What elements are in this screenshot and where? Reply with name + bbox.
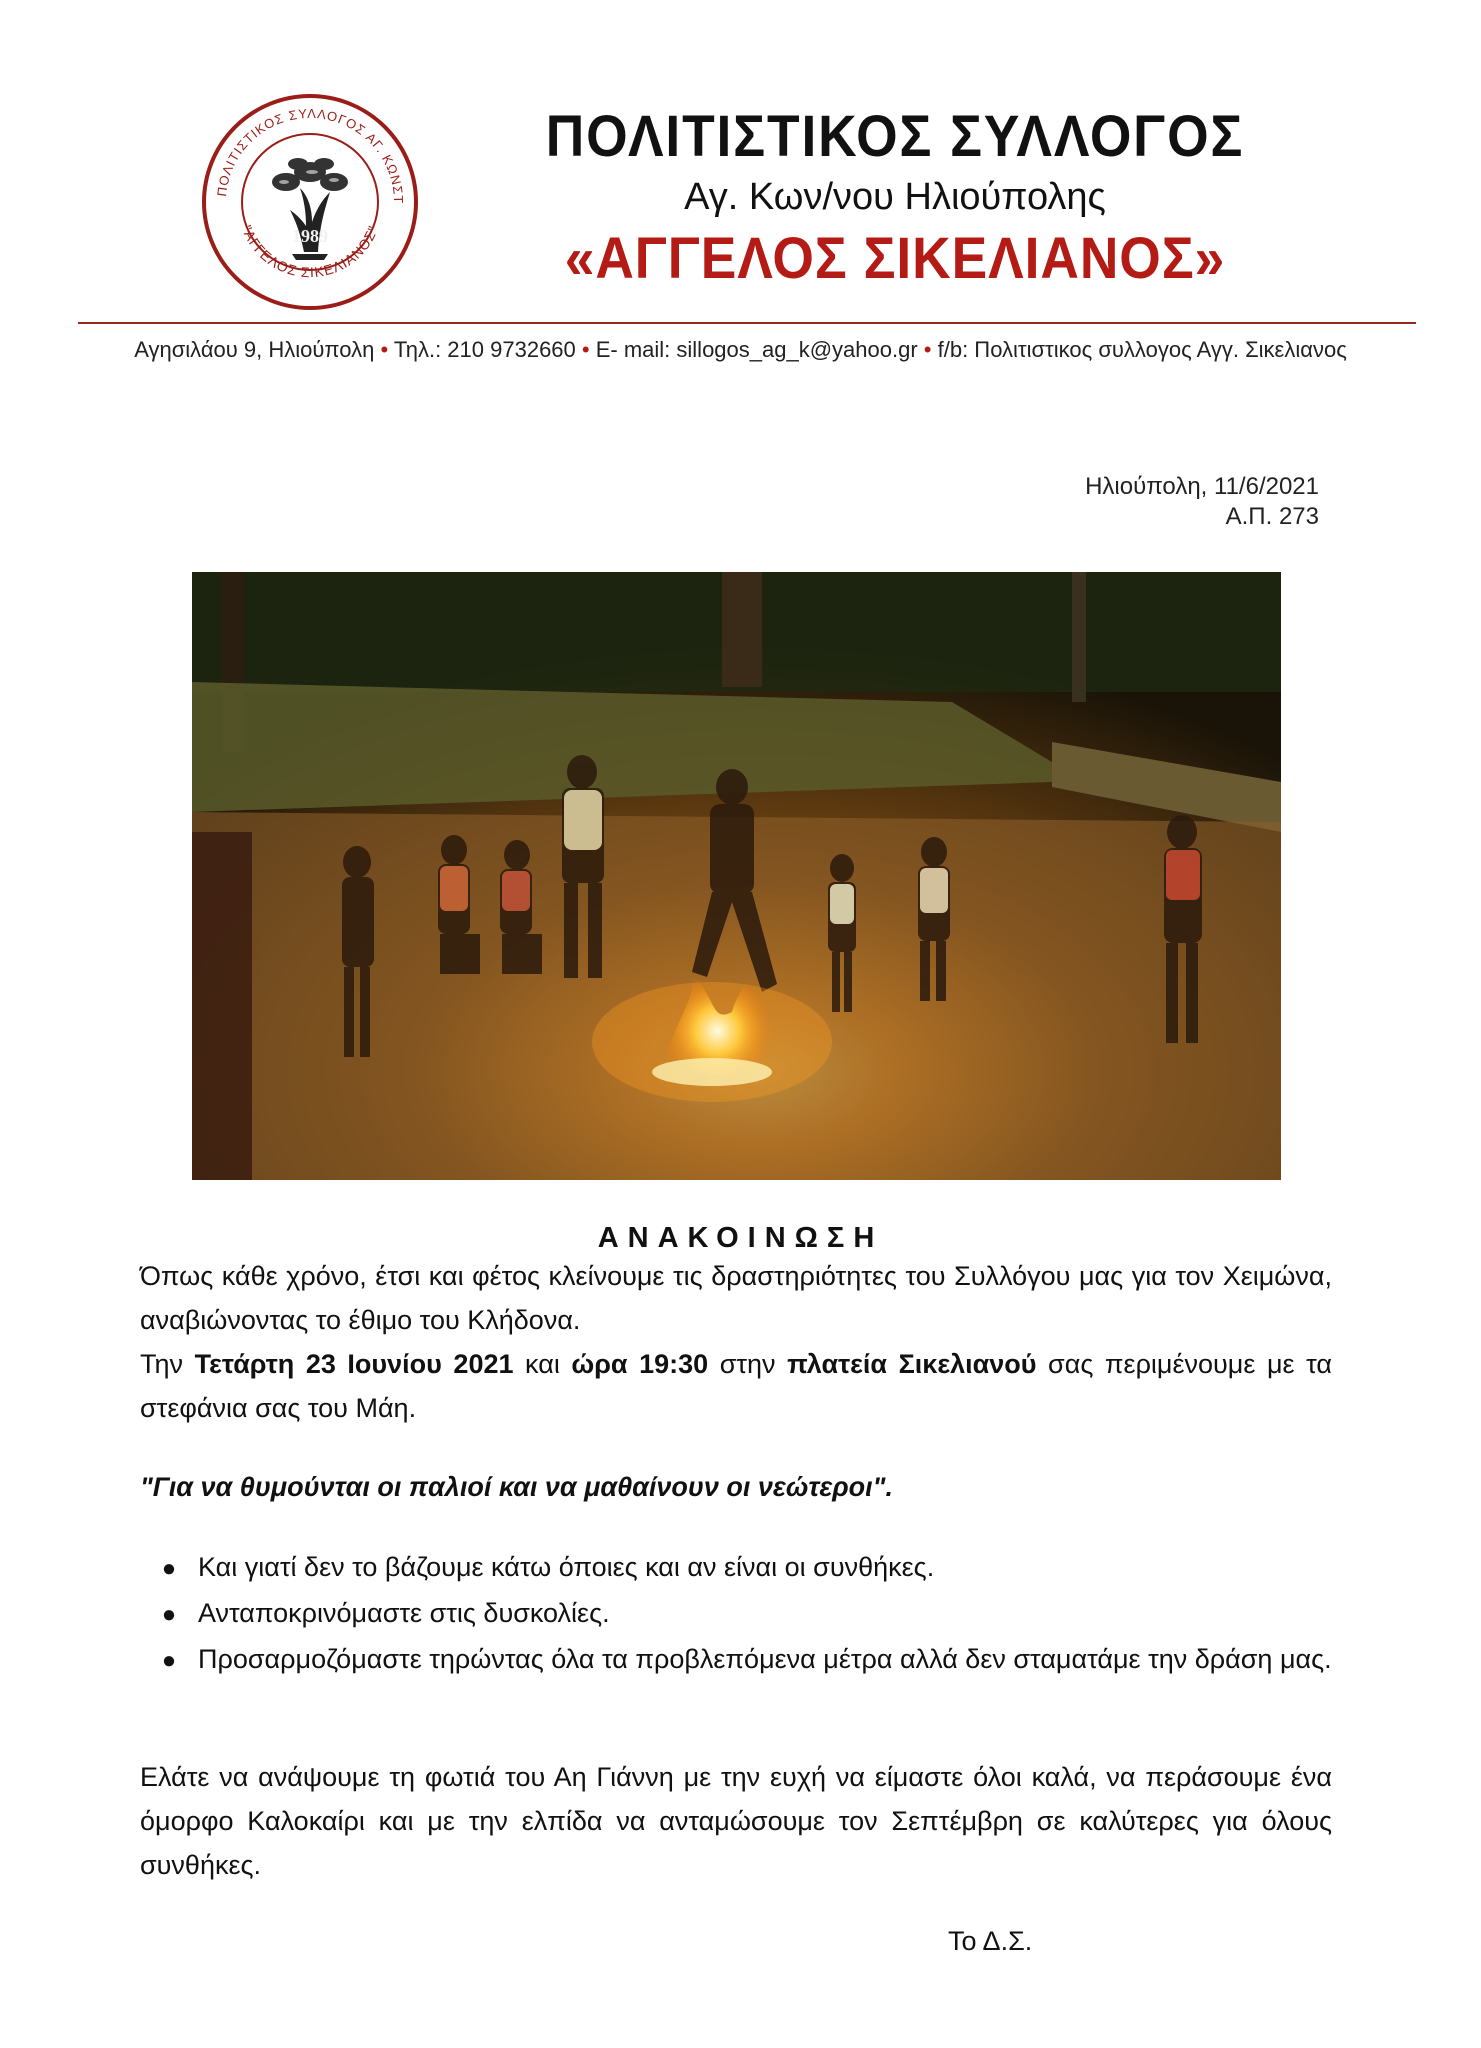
date-block — [1085, 472, 1319, 532]
bullet-icon: ● — [161, 1601, 177, 1628]
event-time: ώρα 19:30 — [571, 1349, 709, 1379]
contact-facebook[interactable]: f/b: Πολιτιστικος συλλογος Αγγ. Σικελιανος — [937, 337, 1347, 362]
signature: Το Δ.Σ. — [948, 1926, 1033, 1956]
separator-dot: • — [581, 337, 590, 362]
org-name: ΠΟΛΙΤΙΣΤΙΚΟΣ ΣΥΛΛΟΓΟΣ — [545, 104, 1245, 169]
text-run: στην — [708, 1349, 788, 1379]
logo-year: 1989 — [292, 226, 328, 246]
closing-paragraph: Ελάτε να ανάψουμε τη φωτιά του Αη Γιάννη με την ευχή να είμαστε όλοι καλά, να περάσουμε ένα όμορφο Καλοκαίρι και με την ελπίδα να ανταμώσουμε τον Σεπτέμβρη σε καλύτερες για όλους συνθήκες. — [140, 1762, 1332, 1880]
contact-phone: Τηλ.: 210 9732660 — [393, 337, 576, 362]
list-item — [140, 1637, 1332, 1683]
intro-paragraph: Όπως κάθε χρόνο, έτσι και φέτος κλείνουμε τις δραστηριότητες του Συλλόγου μας για τον Χειμώνα, αναβιώνοντας το έθιμο του Κλήδονα. — [140, 1261, 1332, 1335]
list-item-text: Ανταποκρινόμαστε στις δυσκολίες. — [198, 1598, 610, 1628]
contact-email[interactable]: E- mail: sillogos_ag_k@yahoo.gr — [595, 337, 918, 362]
text-run: σας περιμένουμε με τα στεφάνια σας του Μάη. — [140, 1349, 1332, 1423]
bullet-icon: ● — [161, 1555, 177, 1582]
text-run: και — [513, 1349, 572, 1379]
separator-dot: • — [923, 337, 932, 362]
org-subtitle: Αγ. Κων/νου Ηλιούπολης — [684, 176, 1106, 218]
bullet-icon: ● — [161, 1647, 177, 1674]
text-run: Την — [140, 1349, 195, 1379]
event-day: Τετάρτη 23 Ιουνίου 2021 — [194, 1349, 514, 1379]
svg-text:ΠΟΛΙΤΙΣΤΙΚΟΣ ΣΥΛΛΟΓΟΣ ΑΓ. ΚΩΝΣ — [200, 92, 406, 204]
contact-address: Αγησιλάου 9, Ηλιούπολη — [134, 337, 375, 362]
motto-quote: "Για να θυμούνται οι παλιοί και να μαθαίνουν οι νεώτεροι". — [140, 1472, 893, 1502]
logo-ring-text: ΠΟΛΙΤΙΣΤΙΚΟΣ ΣΥΛΛΟΓΟΣ ΑΓ. ΚΩΝΣΤ — [214, 105, 407, 204]
announcement-body — [140, 1254, 1332, 1430]
event-place: πλατεία Σικελιανού — [787, 1349, 1037, 1379]
association-logo — [200, 92, 420, 312]
list-item — [140, 1591, 1332, 1637]
org-title: «ΑΓΓΕΛΟΣ ΣΙΚΕΛΙΑΝΟΣ» — [564, 226, 1226, 291]
announcement-heading: ΑΝΑΚΟΙΝΩΣΗ — [597, 1222, 884, 1254]
logo-bottom-text: "ΑΓΓΕΛΟΣ ΣΙΚΕΛΙΑΝΟΣ" — [238, 223, 382, 281]
event-paragraph — [140, 1342, 1332, 1430]
list-item — [140, 1545, 1332, 1591]
list-item-text: Και γιατί δεν το βάζουμε κάτω όποιες και αν είναι οι συνθήκες. — [198, 1552, 935, 1582]
protocol-number: Α.Π. 273 — [1225, 503, 1319, 530]
header-divider — [78, 322, 1416, 324]
contact-line — [60, 337, 1421, 363]
separator-dot: • — [380, 337, 389, 362]
list-item-text: Προσαρμοζόμαστε τηρώντας όλα τα προβλεπόμενα μέτρα αλλά δεν σταματάμε την δράση μας. — [198, 1644, 1332, 1674]
bullet-list — [140, 1545, 1332, 1683]
bonfire-photo — [192, 572, 1281, 1180]
document-date: Ηλιούπολη, 11/6/2021 — [1085, 473, 1319, 500]
